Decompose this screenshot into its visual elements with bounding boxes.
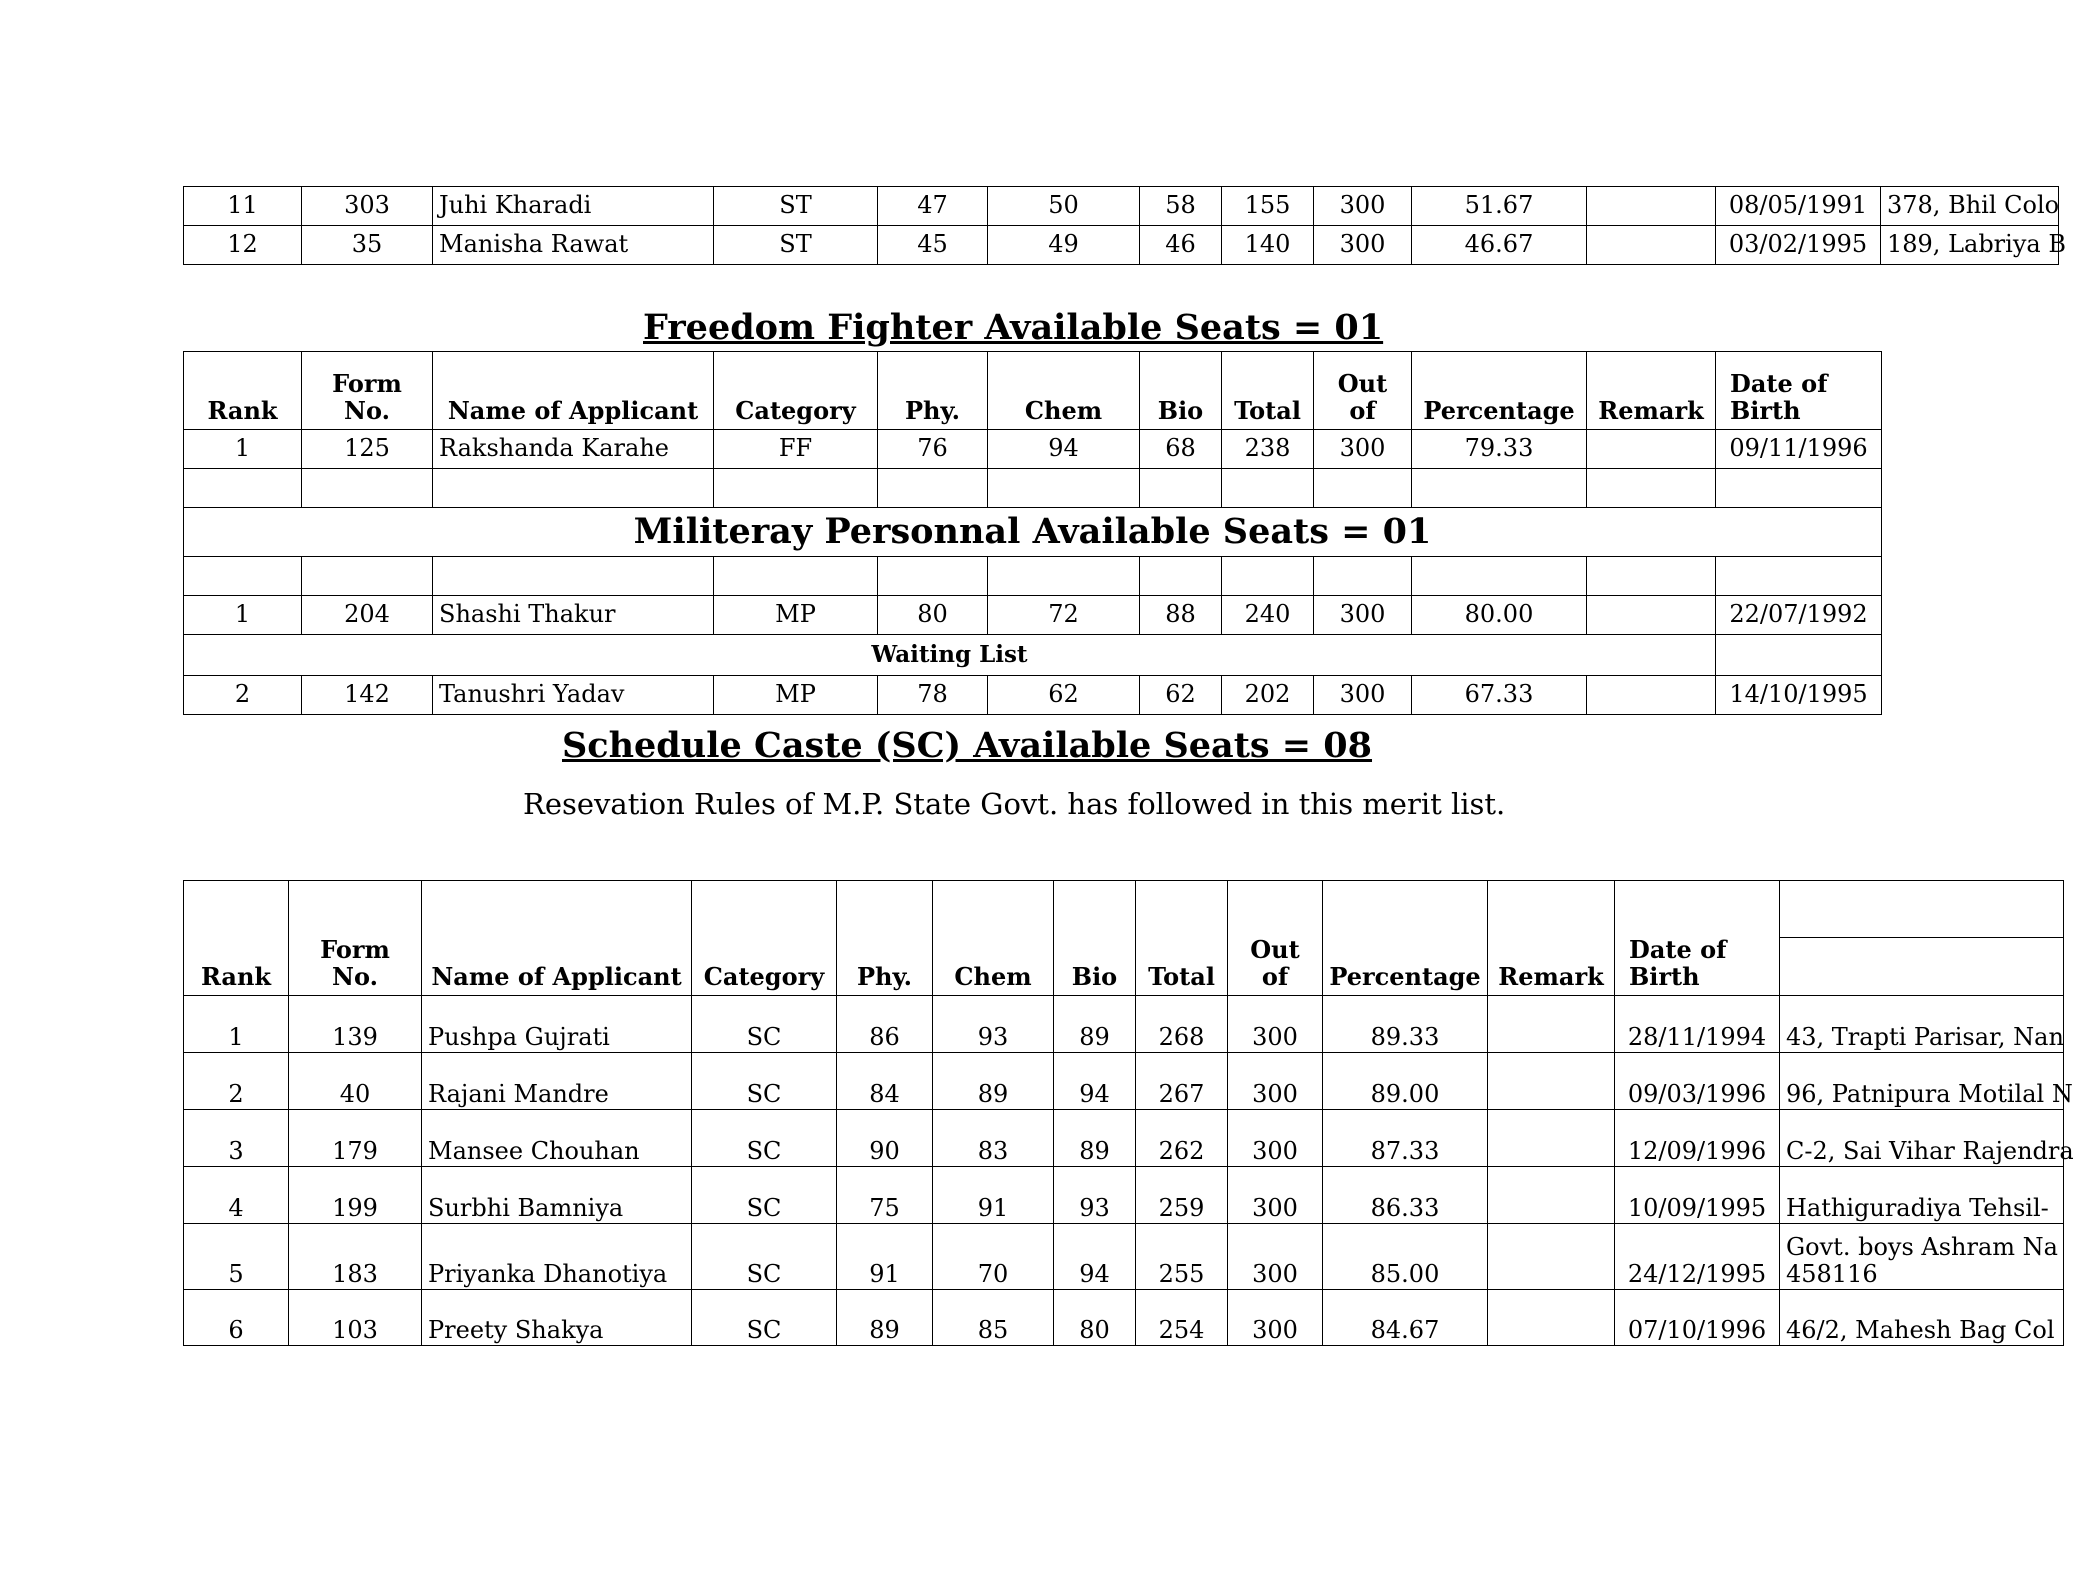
header-dob-line1: Date of	[1730, 368, 1828, 398]
phy-cell: 76	[878, 430, 988, 469]
header-out-of	[1228, 881, 1323, 996]
total-cell: 202	[1222, 676, 1314, 715]
category-cell: FF	[714, 430, 878, 469]
header-rank: Rank	[184, 352, 302, 430]
dob-cell: 24/12/1995	[1615, 1224, 1780, 1290]
category-cell: ST	[714, 226, 878, 265]
dob-cell: 03/02/1995	[1716, 226, 1881, 265]
chem-cell: 62	[988, 676, 1140, 715]
out-of-cell: 300	[1228, 1290, 1323, 1346]
total-cell: 155	[1222, 187, 1314, 226]
header-bio: Bio	[1140, 352, 1222, 430]
form-no-cell: 103	[289, 1290, 422, 1346]
phy-cell: 78	[878, 676, 988, 715]
header-dob-line1: Date of	[1629, 934, 1727, 964]
percentage-cell: 84.67	[1323, 1290, 1488, 1346]
table-header-row	[184, 352, 1882, 430]
chem-cell: 94	[988, 430, 1140, 469]
out-of-cell: 300	[1228, 1224, 1323, 1290]
name-cell: Preety Shakya	[422, 1290, 692, 1346]
rank-cell: 6	[184, 1290, 289, 1346]
header-form-line2: No.	[344, 396, 390, 426]
name-cell: Rajani Mandre	[422, 1053, 692, 1110]
header-out-line1: Out	[1337, 368, 1388, 398]
header-chem: Chem	[988, 352, 1140, 430]
form-no-cell: 35	[302, 226, 433, 265]
address-line2: 458116	[1786, 1260, 1878, 1289]
percentage-cell: 46.67	[1412, 226, 1587, 265]
bio-cell: 68	[1140, 430, 1222, 469]
remark-cell	[1488, 1110, 1615, 1167]
out-of-cell: 300	[1228, 1053, 1323, 1110]
category-cell: ST	[714, 187, 878, 226]
bio-cell: 62	[1140, 676, 1222, 715]
total-cell: 140	[1222, 226, 1314, 265]
phy-cell: 91	[837, 1224, 933, 1290]
chem-cell: 72	[988, 596, 1140, 635]
remark-cell	[1587, 226, 1716, 265]
dob-cell: 08/05/1991	[1716, 187, 1881, 226]
chem-cell: 93	[933, 996, 1054, 1053]
total-cell: 255	[1136, 1224, 1228, 1290]
chem-cell: 50	[988, 187, 1140, 226]
table-row	[184, 996, 2064, 1053]
table-row	[184, 676, 1882, 715]
out-of-cell: 300	[1314, 676, 1412, 715]
table-row	[184, 226, 2059, 265]
st-table	[183, 186, 2066, 265]
rank-cell: 1	[184, 996, 289, 1053]
total-cell: 259	[1136, 1167, 1228, 1224]
out-of-cell: 300	[1228, 996, 1323, 1053]
percentage-cell: 51.67	[1412, 187, 1587, 226]
total-cell: 240	[1222, 596, 1314, 635]
remark-cell	[1587, 187, 1716, 226]
header-form-no	[302, 352, 433, 430]
header-phy: Phy.	[878, 352, 988, 430]
header-chem: Chem	[933, 881, 1054, 996]
header-form-line1: Form	[332, 368, 402, 398]
table-row	[184, 187, 2059, 226]
total-cell: 262	[1136, 1110, 1228, 1167]
bio-cell: 89	[1054, 1110, 1136, 1167]
table-header-row	[184, 881, 2064, 996]
header-dob	[1615, 881, 1780, 996]
percentage-cell: 89.00	[1323, 1053, 1488, 1110]
total-cell: 267	[1136, 1053, 1228, 1110]
bio-cell: 88	[1140, 596, 1222, 635]
address-cell	[1780, 1224, 2064, 1290]
percentage-cell: 80.00	[1412, 596, 1587, 635]
rank-cell: 2	[184, 676, 302, 715]
header-remark: Remark	[1488, 881, 1615, 996]
total-cell: 238	[1222, 430, 1314, 469]
header-percentage: Percentage	[1323, 881, 1488, 996]
form-no-cell: 199	[289, 1167, 422, 1224]
percentage-cell: 87.33	[1323, 1110, 1488, 1167]
phy-cell: 80	[878, 596, 988, 635]
header-out-line1: Out	[1250, 934, 1300, 964]
chem-cell: 49	[988, 226, 1140, 265]
header-name: Name of Applicant	[422, 881, 692, 996]
name-cell: Priyanka Dhanotiya	[422, 1224, 692, 1290]
header-out-line2: of	[1349, 396, 1376, 426]
dob-cell: 14/10/1995	[1716, 676, 1882, 715]
empty-row	[184, 557, 1882, 596]
table-row	[184, 1224, 2064, 1290]
percentage-cell: 79.33	[1412, 430, 1587, 469]
category-cell: MP	[714, 596, 878, 635]
rank-cell: 1	[184, 596, 302, 635]
phy-cell: 89	[837, 1290, 933, 1346]
rank-cell: 3	[184, 1110, 289, 1167]
name-cell: Mansee Chouhan	[422, 1110, 692, 1167]
dob-cell: 28/11/1994	[1615, 996, 1780, 1053]
category-cell: SC	[692, 1110, 837, 1167]
waiting-list-label: Waiting List	[184, 635, 1716, 676]
header-out-line2: of	[1261, 962, 1289, 992]
form-no-cell: 40	[289, 1053, 422, 1110]
out-of-cell: 300	[1314, 187, 1412, 226]
address-cell: 189, Labriya B	[1881, 226, 2059, 265]
header-total: Total	[1136, 881, 1228, 996]
header-rank: Rank	[184, 881, 289, 996]
remark-cell	[1488, 1224, 1615, 1290]
total-cell: 268	[1136, 996, 1228, 1053]
bio-cell: 89	[1054, 996, 1136, 1053]
chem-cell: 89	[933, 1053, 1054, 1110]
dob-cell: 12/09/1996	[1615, 1110, 1780, 1167]
phy-cell: 75	[837, 1167, 933, 1224]
category-cell: SC	[692, 1167, 837, 1224]
phy-cell: 47	[878, 187, 988, 226]
phy-cell: 45	[878, 226, 988, 265]
percentage-cell: 85.00	[1323, 1224, 1488, 1290]
address-cell: 378, Bhil Colo	[1881, 187, 2059, 226]
dob-cell: 09/11/1996	[1716, 430, 1882, 469]
name-cell: Rakshanda Karahe	[433, 430, 714, 469]
address-cell: 46/2, Mahesh Bag Col	[1780, 1290, 2064, 1346]
schedule-caste-heading: Schedule Caste (SC) Available Seats = 08	[562, 725, 1373, 766]
remark-cell	[1488, 1290, 1615, 1346]
military-personnel-heading: Militeray Personnal Available Seats = 01	[184, 508, 1882, 557]
phy-cell: 84	[837, 1053, 933, 1110]
header-dob-line2: Birth	[1730, 396, 1801, 426]
out-of-cell: 300	[1228, 1167, 1323, 1224]
mp-heading-row	[184, 508, 1882, 557]
table-row	[184, 1167, 2064, 1224]
empty-row	[184, 469, 1882, 508]
name-cell: Manisha Rawat	[433, 226, 714, 265]
phy-cell: 90	[837, 1110, 933, 1167]
name-cell: Tanushri Yadav	[433, 676, 714, 715]
percentage-cell: 86.33	[1323, 1167, 1488, 1224]
header-total: Total	[1222, 352, 1314, 430]
sc-table	[183, 880, 2074, 1346]
chem-cell: 83	[933, 1110, 1054, 1167]
address-cell: C-2, Sai Vihar Rajendra	[1780, 1110, 2064, 1167]
name-cell: Juhi Kharadi	[433, 187, 714, 226]
header-category: Category	[714, 352, 878, 430]
rank-cell: 2	[184, 1053, 289, 1110]
header-form-no	[289, 881, 422, 996]
dob-cell: 07/10/1996	[1615, 1290, 1780, 1346]
bio-cell: 94	[1054, 1224, 1136, 1290]
form-no-cell: 303	[302, 187, 433, 226]
bio-cell: 46	[1140, 226, 1222, 265]
header-bio: Bio	[1054, 881, 1136, 996]
percentage-cell: 67.33	[1412, 676, 1587, 715]
chem-cell: 70	[933, 1224, 1054, 1290]
header-remark: Remark	[1587, 352, 1716, 430]
form-no-cell: 142	[302, 676, 433, 715]
table-row	[184, 596, 1882, 635]
category-cell: SC	[692, 1053, 837, 1110]
out-of-cell: 300	[1314, 430, 1412, 469]
address-cell: Hathiguradiya Tehsil-	[1780, 1167, 2064, 1224]
form-no-cell: 125	[302, 430, 433, 469]
form-no-cell: 204	[302, 596, 433, 635]
bio-cell: 80	[1054, 1290, 1136, 1346]
remark-cell	[1587, 596, 1716, 635]
category-cell: SC	[692, 1224, 837, 1290]
remark-cell	[1587, 430, 1716, 469]
remark-cell	[1488, 1167, 1615, 1224]
name-cell: Shashi Thakur	[433, 596, 714, 635]
category-cell: SC	[692, 996, 837, 1053]
table-row	[184, 1110, 2064, 1167]
name-cell: Surbhi Bamniya	[422, 1167, 692, 1224]
percentage-cell: 89.33	[1323, 996, 1488, 1053]
header-form-line2: No.	[332, 962, 378, 992]
remark-cell	[1488, 1053, 1615, 1110]
rank-cell: 12	[184, 226, 302, 265]
category-cell: SC	[692, 1290, 837, 1346]
phy-cell: 86	[837, 996, 933, 1053]
rank-cell: 11	[184, 187, 302, 226]
out-of-cell: 300	[1228, 1110, 1323, 1167]
table-row	[184, 1053, 2064, 1110]
chem-cell: 91	[933, 1167, 1054, 1224]
bio-cell: 93	[1054, 1167, 1136, 1224]
table-row	[184, 1290, 2064, 1346]
address-line1: Govt. boys Ashram Na	[1786, 1232, 2058, 1261]
address-cell: 96, Patnipura Motilal N	[1780, 1053, 2064, 1110]
freedom-fighter-heading: Freedom Fighter Available Seats = 01	[643, 307, 1384, 348]
form-no-cell: 139	[289, 996, 422, 1053]
table-row	[184, 430, 1882, 469]
ff-mp-table	[183, 351, 1882, 715]
bio-cell: 58	[1140, 187, 1222, 226]
header-address-divider	[1780, 881, 2063, 938]
dob-cell: 09/03/1996	[1615, 1053, 1780, 1110]
rank-cell: 5	[184, 1224, 289, 1290]
remark-cell	[1587, 676, 1716, 715]
remark-cell	[1488, 996, 1615, 1053]
header-phy: Phy.	[837, 881, 933, 996]
category-cell: MP	[714, 676, 878, 715]
address-cell: 43, Trapti Parisar, Nan	[1780, 996, 2064, 1053]
dob-cell: 10/09/1995	[1615, 1167, 1780, 1224]
name-cell: Pushpa Gujrati	[422, 996, 692, 1053]
reservation-note: Resevation Rules of M.P. State Govt. has followed in this merit list.	[523, 787, 1506, 821]
total-cell: 254	[1136, 1290, 1228, 1346]
form-no-cell: 183	[289, 1224, 422, 1290]
dob-cell: 22/07/1992	[1716, 596, 1882, 635]
out-of-cell: 300	[1314, 596, 1412, 635]
header-address-blank	[1780, 881, 2064, 996]
out-of-cell: 300	[1314, 226, 1412, 265]
header-out-of	[1314, 352, 1412, 430]
header-dob-line2: Birth	[1629, 962, 1700, 992]
chem-cell: 85	[933, 1290, 1054, 1346]
header-percentage: Percentage	[1412, 352, 1587, 430]
rank-cell: 4	[184, 1167, 289, 1224]
header-dob	[1716, 352, 1882, 430]
header-name: Name of Applicant	[433, 352, 714, 430]
bio-cell: 94	[1054, 1053, 1136, 1110]
rank-cell: 1	[184, 430, 302, 469]
header-form-line1: Form	[320, 934, 390, 964]
header-category: Category	[692, 881, 837, 996]
waiting-list-row	[184, 635, 1882, 676]
form-no-cell: 179	[289, 1110, 422, 1167]
